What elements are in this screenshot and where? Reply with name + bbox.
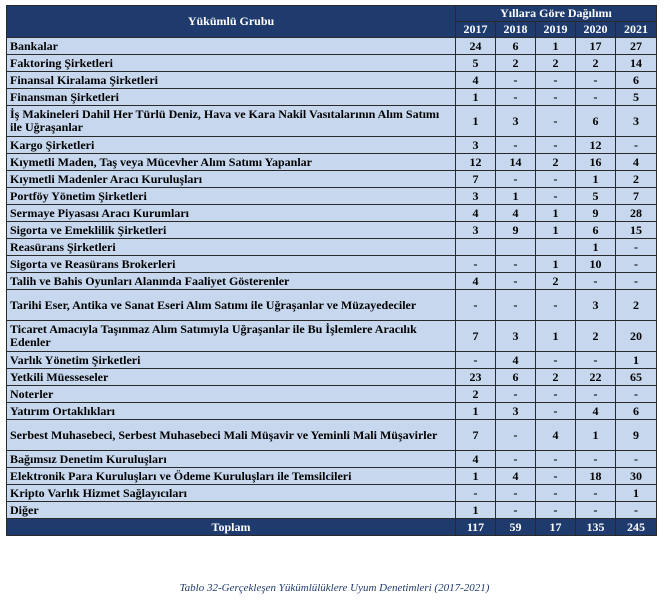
table-row [7, 137, 657, 154]
cell-value: 7 [456, 321, 496, 352]
cell-value: - [496, 420, 536, 451]
cell-value: 1 [616, 485, 657, 502]
cell-value: - [536, 451, 576, 468]
table-row [7, 451, 657, 468]
cell-value: 2 [576, 55, 616, 72]
cell-value: 5 [616, 89, 657, 106]
table-row [7, 38, 657, 55]
cell-value: - [576, 451, 616, 468]
cell-value: 1 [576, 420, 616, 451]
table-row [7, 386, 657, 403]
row-label: Sigorta ve Emeklilik Şirketleri [7, 222, 456, 239]
cell-value: - [456, 352, 496, 369]
row-label: Finansal Kiralama Şirketleri [7, 72, 456, 89]
cell-value: 1 [576, 239, 616, 256]
cell-value: - [616, 451, 657, 468]
total-value: 59 [496, 519, 536, 536]
row-label: İş Makineleri Dahil Her Türlü Deniz, Hava ve Kara Nakil Vasıtalarının Alım Satımı ile Uğraşanlar [7, 106, 456, 137]
cell-value: 5 [456, 55, 496, 72]
cell-value [496, 239, 536, 256]
table-row [7, 352, 657, 369]
cell-value: 1 [536, 38, 576, 55]
year-header: 2018 [496, 22, 536, 38]
cell-value: - [576, 386, 616, 403]
cell-value: 4 [576, 403, 616, 420]
cell-value: 7 [456, 171, 496, 188]
table-row [7, 188, 657, 205]
cell-value: 6 [576, 106, 616, 137]
cell-value: 2 [616, 171, 657, 188]
table-row [7, 485, 657, 502]
row-label: Bağımsız Denetim Kuruluşları [7, 451, 456, 468]
cell-value: 1 [456, 502, 496, 519]
total-label: Toplam [7, 519, 456, 536]
cell-value: 1 [456, 106, 496, 137]
years-header: Yıllara Göre Dağılımı [456, 6, 657, 22]
row-label: Tarihi Eser, Antika ve Sanat Eseri Alım Satımı ile Uğraşanlar ve Müzayedeciler [7, 290, 456, 321]
cell-value: 4 [616, 154, 657, 171]
cell-value: 1 [456, 468, 496, 485]
cell-value: 65 [616, 369, 657, 386]
cell-value: 16 [576, 154, 616, 171]
cell-value: 20 [616, 321, 657, 352]
cell-value: - [536, 290, 576, 321]
cell-value: 1 [536, 256, 576, 273]
cell-value: - [576, 89, 616, 106]
total-row [7, 519, 657, 536]
cell-value: 3 [496, 403, 536, 420]
cell-value: 4 [496, 468, 536, 485]
cell-value: - [536, 352, 576, 369]
cell-value: 27 [616, 38, 657, 55]
cell-value [456, 239, 496, 256]
cell-value: 24 [456, 38, 496, 55]
cell-value: - [496, 171, 536, 188]
table-row [7, 403, 657, 420]
cell-value: - [536, 137, 576, 154]
cell-value: 7 [456, 420, 496, 451]
cell-value: 2 [576, 321, 616, 352]
cell-value: 1 [616, 352, 657, 369]
cell-value: 1 [576, 171, 616, 188]
cell-value: - [536, 386, 576, 403]
table-row [7, 106, 657, 137]
table-row [7, 55, 657, 72]
cell-value: - [496, 290, 536, 321]
year-header: 2020 [576, 22, 616, 38]
cell-value: 2 [456, 386, 496, 403]
cell-value: 9 [496, 222, 536, 239]
row-label: Varlık Yönetim Şirketleri [7, 352, 456, 369]
table-row [7, 502, 657, 519]
cell-value: 2 [496, 55, 536, 72]
year-header: 2021 [616, 22, 657, 38]
cell-value: - [496, 72, 536, 89]
cell-value: 12 [456, 154, 496, 171]
cell-value: 2 [536, 55, 576, 72]
row-label: Diğer [7, 502, 456, 519]
cell-value: 6 [496, 369, 536, 386]
cell-value: 4 [456, 72, 496, 89]
cell-value: 4 [456, 273, 496, 290]
cell-value: 18 [576, 468, 616, 485]
cell-value: - [616, 273, 657, 290]
row-label: Kripto Varlık Hizmet Sağlayıcıları [7, 485, 456, 502]
cell-value: - [456, 290, 496, 321]
table-row [7, 222, 657, 239]
cell-value: - [616, 502, 657, 519]
row-label: Yatırım Ortaklıkları [7, 403, 456, 420]
cell-value: 1 [536, 321, 576, 352]
cell-value: 15 [616, 222, 657, 239]
row-label: Portföy Yönetim Şirketleri [7, 188, 456, 205]
cell-value: - [536, 502, 576, 519]
table-row [7, 239, 657, 256]
cell-value: - [576, 485, 616, 502]
cell-value: 7 [616, 188, 657, 205]
cell-value: 5 [576, 188, 616, 205]
row-label: Serbest Muhasebeci, Serbest Muhasebeci Mali Müşavir ve Yeminli Mali Müşavirler [7, 420, 456, 451]
cell-value: 14 [616, 55, 657, 72]
row-label: Yetkili Müesseseler [7, 369, 456, 386]
cell-value: - [536, 485, 576, 502]
total-value: 245 [616, 519, 657, 536]
table-row [7, 321, 657, 352]
cell-value [536, 239, 576, 256]
row-label: Kargo Şirketleri [7, 137, 456, 154]
row-label: Reasürans Şirketleri [7, 239, 456, 256]
table-row [7, 420, 657, 451]
cell-value: - [456, 256, 496, 273]
table-row [7, 205, 657, 222]
cell-value: 6 [616, 72, 657, 89]
cell-value: - [536, 468, 576, 485]
cell-value: - [616, 256, 657, 273]
cell-value: 17 [576, 38, 616, 55]
cell-value: - [536, 403, 576, 420]
table-caption: Tablo 32-Gerçekleşen Yükümlülüklere Uyum Denetimleri (2017-2021) [179, 582, 490, 594]
cell-value: 1 [536, 222, 576, 239]
row-label: Ticaret Amacıyla Taşınmaz Alım Satımıyla Uğraşanlar ile Bu İşlemlere Aracılık Edenler [7, 321, 456, 352]
cell-value: - [496, 273, 536, 290]
cell-value: - [496, 451, 536, 468]
cell-value: 23 [456, 369, 496, 386]
cell-value: 3 [576, 290, 616, 321]
cell-value: - [536, 188, 576, 205]
cell-value: - [496, 485, 536, 502]
cell-value: 3 [616, 106, 657, 137]
cell-value: - [576, 72, 616, 89]
cell-value: - [536, 89, 576, 106]
cell-value: 4 [496, 205, 536, 222]
cell-value: 28 [616, 205, 657, 222]
cell-value: - [576, 352, 616, 369]
cell-value: - [616, 386, 657, 403]
cell-value: 4 [456, 451, 496, 468]
table-row [7, 72, 657, 89]
table-row [7, 468, 657, 485]
row-label: Faktoring Şirketleri [7, 55, 456, 72]
row-label: Talih ve Bahis Oyunları Alanında Faaliyet Gösterenler [7, 273, 456, 290]
cell-value: - [536, 106, 576, 137]
table-row [7, 89, 657, 106]
table-row [7, 273, 657, 290]
table-row [7, 256, 657, 273]
table-body [7, 38, 657, 519]
row-label: Kıymetli Maden, Taş veya Mücevher Alım Satımı Yapanlar [7, 154, 456, 171]
table-row [7, 369, 657, 386]
cell-value: - [576, 502, 616, 519]
row-label: Bankalar [7, 38, 456, 55]
year-header: 2017 [456, 22, 496, 38]
cell-value: - [456, 485, 496, 502]
row-label: Kıymetli Madenler Aracı Kuruluşları [7, 171, 456, 188]
cell-value: 4 [536, 420, 576, 451]
cell-value: 6 [496, 38, 536, 55]
group-header: Yükümlü Grubu [7, 6, 456, 38]
cell-value: 1 [536, 205, 576, 222]
total-value: 135 [576, 519, 616, 536]
cell-value: - [496, 89, 536, 106]
cell-value: 12 [576, 137, 616, 154]
row-label: Sigorta ve Reasürans Brokerleri [7, 256, 456, 273]
cell-value: 6 [576, 222, 616, 239]
cell-value: 22 [576, 369, 616, 386]
table-row [7, 154, 657, 171]
cell-value: 1 [456, 89, 496, 106]
cell-value: 30 [616, 468, 657, 485]
cell-value: - [576, 273, 616, 290]
cell-value: 2 [536, 273, 576, 290]
total-value: 17 [536, 519, 576, 536]
compliance-audit-table [6, 5, 657, 536]
row-label: Noterler [7, 386, 456, 403]
cell-value: 2 [536, 369, 576, 386]
cell-value: 3 [456, 222, 496, 239]
cell-value: 14 [496, 154, 536, 171]
total-value: 117 [456, 519, 496, 536]
cell-value: - [496, 137, 536, 154]
cell-value: 1 [456, 403, 496, 420]
row-label: Elektronik Para Kuruluşları ve Ödeme Kuruluşları ile Temsilcileri [7, 468, 456, 485]
cell-value: - [616, 239, 657, 256]
cell-value: 10 [576, 256, 616, 273]
cell-value: 3 [496, 321, 536, 352]
cell-value: - [496, 256, 536, 273]
cell-value: 2 [616, 290, 657, 321]
cell-value: 4 [456, 205, 496, 222]
row-label: Finansman Şirketleri [7, 89, 456, 106]
cell-value: 1 [496, 188, 536, 205]
cell-value: - [496, 386, 536, 403]
table-row [7, 290, 657, 321]
cell-value: - [536, 72, 576, 89]
table-row [7, 171, 657, 188]
cell-value: 9 [576, 205, 616, 222]
cell-value: 6 [616, 403, 657, 420]
year-header: 2019 [536, 22, 576, 38]
cell-value: 3 [456, 188, 496, 205]
cell-value: 3 [456, 137, 496, 154]
cell-value: - [616, 137, 657, 154]
cell-value: 4 [496, 352, 536, 369]
cell-value: - [536, 171, 576, 188]
row-label: Sermaye Piyasası Aracı Kurumları [7, 205, 456, 222]
cell-value: 9 [616, 420, 657, 451]
cell-value: 3 [496, 106, 536, 137]
cell-value: 2 [536, 154, 576, 171]
cell-value: - [496, 502, 536, 519]
